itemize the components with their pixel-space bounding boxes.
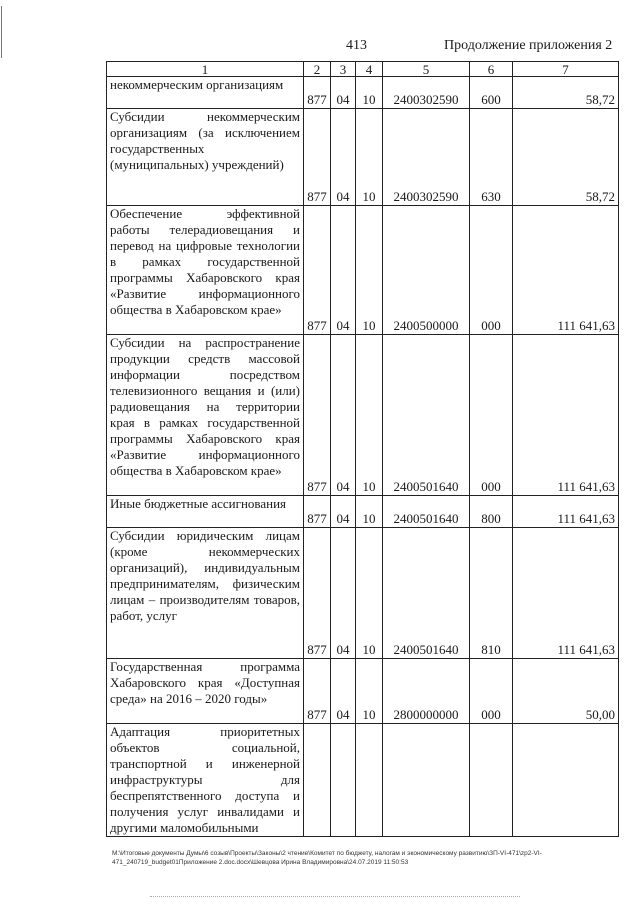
cell-amount: 50,00 — [513, 659, 619, 724]
cell-ministry: 877 — [304, 496, 331, 528]
table-row — [107, 659, 619, 724]
file-path-line: M:\Итоговые документы Думы\6 созыв\Проекты\Законы\2 чтение\Комитет по бюджету, налогам и экономическому развитию\ЗП-VI-471\zp2-VI- — [112, 850, 542, 857]
column-header: 3 — [331, 62, 356, 77]
cell-ministry: 877 — [304, 659, 331, 724]
margin-mark — [1, 6, 2, 58]
cell-amount — [513, 724, 619, 837]
cell-ministry: 877 — [304, 335, 331, 496]
page-number: 413 — [346, 38, 367, 53]
table-row — [107, 109, 619, 206]
cell-amount: 111 641,63 — [513, 335, 619, 496]
cell-section: 04 — [331, 109, 356, 206]
cell-section — [331, 724, 356, 837]
cell-ministry: 877 — [304, 528, 331, 659]
table-row — [107, 335, 619, 496]
cell-target-item: 2400302590 — [383, 109, 470, 206]
cell-subsection — [356, 724, 383, 837]
column-header: 2 — [304, 62, 331, 77]
cell-expense-type: 000 — [470, 206, 513, 335]
cell-subsection: 10 — [356, 528, 383, 659]
continuation-label: Продолжение приложения 2 — [444, 38, 613, 53]
cell-subsection: 10 — [356, 77, 383, 109]
table-row — [107, 206, 619, 335]
row-name: Государственная программа Хабаровского края «Доступная среда» на 2016 – 2020 годы» — [107, 659, 304, 724]
cell-amount: 111 641,63 — [513, 496, 619, 528]
cell-target-item: 2400302590 — [383, 77, 470, 109]
file-path-line: 471_240719_budget01Приложение 2.doc.docx\Шевцова Ирина Владимировна\24.07.2019 11:50:53 — [112, 859, 409, 866]
cell-section: 04 — [331, 77, 356, 109]
cell-ministry: 877 — [304, 77, 331, 109]
cell-target-item: 2400501640 — [383, 335, 470, 496]
column-header: 6 — [470, 62, 513, 77]
cell-ministry — [304, 724, 331, 837]
cell-expense-type: 800 — [470, 496, 513, 528]
cell-ministry: 877 — [304, 206, 331, 335]
cell-target-item: 2400500000 — [383, 206, 470, 335]
table-row — [107, 496, 619, 528]
cell-subsection: 10 — [356, 206, 383, 335]
cell-target-item — [383, 724, 470, 837]
cell-amount: 111 641,63 — [513, 206, 619, 335]
column-header: 5 — [383, 62, 470, 77]
cell-expense-type: 000 — [470, 659, 513, 724]
cell-subsection: 10 — [356, 659, 383, 724]
scan-artifact-line — [150, 896, 520, 897]
row-name: Адаптация приоритетных объектов социальной, транспортной и инженерной инфраструктуры для беспрепятственного доступа и получения услуг инвалидами и другими маломобильными — [107, 724, 304, 837]
cell-section: 04 — [331, 335, 356, 496]
cell-target-item: 2800000000 — [383, 659, 470, 724]
cell-amount: 111 641,63 — [513, 528, 619, 659]
cell-section: 04 — [331, 528, 356, 659]
cell-target-item: 2400501640 — [383, 496, 470, 528]
cell-expense-type: 000 — [470, 335, 513, 496]
column-header: 7 — [513, 62, 619, 77]
row-name: Субсидии некоммерческим организациям (за исключением государственных (муниципальных) учреждений) — [107, 109, 304, 206]
budget-table — [106, 61, 619, 837]
row-name: Иные бюджетные ассигнования — [107, 496, 304, 528]
cell-expense-type: 630 — [470, 109, 513, 206]
table-row — [107, 724, 619, 837]
row-name: некоммерческим организациям — [107, 77, 304, 109]
cell-target-item: 2400501640 — [383, 528, 470, 659]
cell-amount: 58,72 — [513, 109, 619, 206]
row-name: Субсидии на распространение продукции средств массовой информации посредством телевизионного вещания и (или) радиовещания на территории края в рамках государственной программы Хабаровского края «Развитие информационного общества в Хабаровском крае» — [107, 335, 304, 496]
table-row — [107, 77, 619, 109]
cell-amount: 58,72 — [513, 77, 619, 109]
cell-ministry: 877 — [304, 109, 331, 206]
cell-subsection: 10 — [356, 335, 383, 496]
cell-expense-type — [470, 724, 513, 837]
cell-expense-type: 600 — [470, 77, 513, 109]
table-header-row — [107, 62, 619, 77]
cell-subsection: 10 — [356, 109, 383, 206]
column-header: 1 — [107, 62, 304, 77]
column-header: 4 — [356, 62, 383, 77]
cell-expense-type: 810 — [470, 528, 513, 659]
cell-section: 04 — [331, 496, 356, 528]
file-path-footer — [112, 849, 612, 867]
cell-section: 04 — [331, 206, 356, 335]
table-row — [107, 528, 619, 659]
row-name: Субсидии юридическим лицам (кроме некоммерческих организаций), индивидуальным предпринимателям, физическим лицам – производителям товаров, работ, услуг — [107, 528, 304, 659]
cell-subsection: 10 — [356, 496, 383, 528]
row-name: Обеспечение эффективной работы телерадиовещания и перевод на цифровые технологии в рамках государственной программы Хабаровского края «Развитие информационного общества в Хабаровском крае» — [107, 206, 304, 335]
cell-section: 04 — [331, 659, 356, 724]
